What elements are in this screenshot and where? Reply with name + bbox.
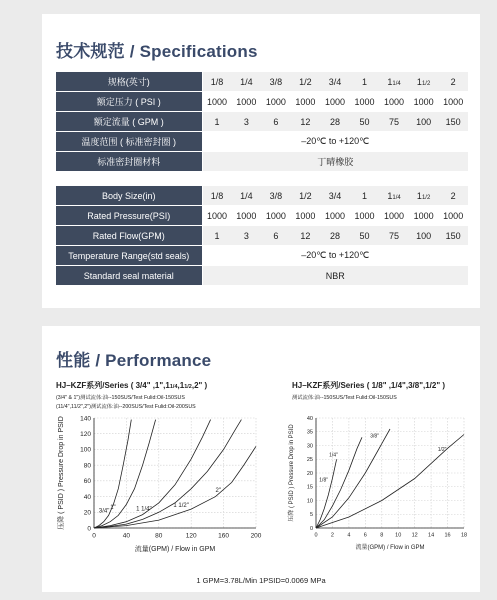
- x-tick-label: 4: [347, 532, 351, 539]
- y-tick-label: 35: [306, 429, 313, 436]
- size-cell: 1: [350, 72, 380, 92]
- table-row: [56, 152, 468, 172]
- table-row: [56, 92, 468, 112]
- x-tick-label: 16: [444, 532, 451, 539]
- pressure-cell: 1000: [291, 206, 321, 226]
- pressure-label: Rated Pressure(PSI): [56, 206, 202, 226]
- table-row: [56, 132, 468, 152]
- y-tick-label: 20: [83, 509, 91, 517]
- size-cell: 11/2: [409, 186, 439, 206]
- unit-conversion-formula: 1 GPM=3.78L/Min 1PSID=0.0069 MPa: [196, 576, 326, 585]
- pressure-cell: 1000: [350, 206, 380, 226]
- series-label: 1 1/2": [173, 502, 189, 509]
- pressure-cell: 1000: [320, 206, 350, 226]
- y-tick-label: 80: [83, 462, 91, 470]
- seal-value: NBR: [202, 266, 468, 286]
- series-label: 1 1/4": [136, 506, 152, 513]
- size-cell: 1/8: [202, 186, 232, 206]
- x-tick-label: 18: [460, 532, 468, 539]
- size-cell: 2: [438, 72, 468, 92]
- flow-cell: 3: [232, 226, 262, 246]
- series-label: 3/4": [98, 508, 110, 515]
- seal-label: Standard seal material: [56, 266, 202, 286]
- pressure-cell: 1000: [261, 92, 291, 112]
- left-chart-note-1: (3/4" & 1")测试流体:油--150SUS/Test Fulid:Oil-150SUS: [56, 395, 185, 401]
- pressure-cell: 1000: [202, 92, 232, 112]
- table-row: [56, 246, 468, 266]
- x-tick-label: 6: [363, 532, 367, 539]
- y-tick-label: 0: [309, 525, 313, 532]
- performance-title: 性能 / Performance: [56, 351, 212, 370]
- flow-cell: 75: [379, 112, 409, 132]
- right-chart-title: HJ–KZF系列/Series ( 1/8" ,1/4",3/8",1/2" ): [292, 381, 446, 390]
- size-label: Body Size(in): [56, 186, 202, 206]
- flow-cell: 150: [438, 226, 468, 246]
- seal-value: 丁晴橡胶: [202, 152, 468, 172]
- size-cell: 1/8: [202, 72, 232, 92]
- x-tick-label: 200: [250, 532, 262, 540]
- specifications-card: [42, 14, 480, 308]
- temperature-value: –20℃ to +120℃: [202, 246, 468, 266]
- x-tick-label: 0: [92, 532, 96, 540]
- x-tick-label: 120: [185, 532, 197, 540]
- temperature-label: 温度范围 ( 标准密封圈 ): [56, 132, 202, 152]
- size-label: 规格(英寸): [56, 72, 202, 92]
- pressure-cell: 1000: [409, 206, 439, 226]
- series-line: [94, 420, 211, 528]
- table-row: [56, 186, 468, 206]
- y-axis-label: 压降 ( PSID ) Pressure Drop in PSID: [58, 416, 65, 530]
- left-chart-note-2: (11/4",11/2",2")测试流体:油--200SUS/Test Fulid:Oil-200SUS: [56, 404, 196, 410]
- x-tick-label: 0: [314, 532, 318, 539]
- right-chart-note: 测试流体:油--150SUS/Test Fulid:Oil-150SUS: [292, 395, 397, 401]
- flow-cell: 150: [438, 112, 468, 132]
- y-tick-label: 140: [80, 415, 91, 423]
- series-label: 1": [110, 505, 116, 512]
- x-tick-label: 80: [155, 532, 163, 540]
- series-label: 1/8": [319, 477, 329, 484]
- y-tick-label: 40: [83, 493, 91, 501]
- series-line: [94, 420, 241, 528]
- y-tick-label: 25: [306, 457, 313, 464]
- pressure-cell: 1000: [438, 206, 468, 226]
- pressure-cell: 1000: [261, 206, 291, 226]
- size-cell: 3/8: [261, 186, 291, 206]
- flow-cell: 1: [202, 112, 232, 132]
- pressure-cell: 1000: [438, 92, 468, 112]
- y-tick-label: 60: [83, 478, 91, 486]
- size-cell: 3/4: [320, 72, 350, 92]
- size-cell: 1/4: [232, 72, 262, 92]
- size-cell: 2: [438, 186, 468, 206]
- flow-label: 额定流量 ( GPM ): [56, 112, 202, 132]
- x-axis-label: 流量(GPM) / Flow in GPM: [134, 546, 216, 553]
- pressure-cell: 1000: [320, 92, 350, 112]
- table-row: [56, 226, 468, 246]
- performance-card: [42, 326, 480, 592]
- size-cell: 1/4: [232, 186, 262, 206]
- y-tick-label: 120: [80, 430, 91, 438]
- flow-cell: 12: [291, 112, 321, 132]
- x-tick-label: 2: [330, 532, 334, 539]
- specifications-title: 技术规范 / Specifications: [56, 42, 258, 61]
- y-tick-label: 15: [306, 484, 313, 491]
- size-cell: 11/4: [379, 186, 409, 206]
- size-cell: 3/8: [261, 72, 291, 92]
- y-tick-label: 30: [306, 443, 313, 450]
- series-label: 1/2": [437, 447, 447, 453]
- pressure-label: 额定压力 ( PSI ): [56, 92, 202, 112]
- flow-cell: 12: [291, 226, 321, 246]
- table-row: [56, 112, 468, 132]
- size-cell: 3/4: [320, 186, 350, 206]
- right-performance-chart: [286, 412, 470, 562]
- flow-cell: 100: [409, 112, 439, 132]
- y-tick-label: 40: [306, 415, 313, 422]
- x-axis-label: 流量(GPM) / Flow in GPM: [355, 545, 425, 551]
- size-cell: 11/2: [409, 72, 439, 92]
- pressure-cell: 1000: [379, 92, 409, 112]
- series-label: 1/4": [329, 452, 338, 459]
- x-tick-label: 14: [428, 532, 435, 539]
- size-cell: 1/2: [291, 186, 321, 206]
- flow-cell: 6: [261, 112, 291, 132]
- flow-cell: 50: [350, 112, 380, 132]
- seal-label: 标准密封圈材料: [56, 152, 202, 172]
- flow-cell: 50: [350, 226, 380, 246]
- y-tick-label: 100: [80, 446, 91, 454]
- series-label: 2": [215, 487, 221, 494]
- flow-label: Rated Flow(GPM): [56, 226, 202, 246]
- left-chart-title: HJ–KZF系列/Series ( 3/4" ,1",11/4,11/2,2" ): [56, 381, 208, 390]
- pressure-cell: 1000: [202, 206, 232, 226]
- series-line: [316, 459, 337, 528]
- table-row: [56, 206, 468, 226]
- x-tick-label: 160: [218, 532, 230, 540]
- x-tick-label: 10: [395, 532, 402, 539]
- x-tick-label: 12: [411, 532, 418, 539]
- flow-cell: 3: [232, 112, 262, 132]
- specifications-table-chinese: [56, 72, 468, 172]
- pressure-cell: 1000: [379, 206, 409, 226]
- pressure-cell: 1000: [232, 92, 262, 112]
- y-tick-label: 20: [306, 470, 313, 477]
- temperature-value: –20℃ to +120℃: [202, 132, 468, 152]
- flow-cell: 28: [320, 112, 350, 132]
- specifications-table-english: [56, 186, 468, 286]
- x-tick-label: 8: [380, 532, 384, 539]
- x-tick-label: 40: [122, 532, 131, 540]
- pressure-cell: 1000: [291, 92, 321, 112]
- y-tick-label: 5: [309, 512, 313, 519]
- size-cell: 1/2: [291, 72, 321, 92]
- temperature-label: Temperature Range(std seals): [56, 246, 202, 266]
- flow-cell: 75: [379, 226, 409, 246]
- size-cell: 11/4: [379, 72, 409, 92]
- y-axis-label: 压降 ( PSID ) Pressure Drop in PSID: [289, 424, 295, 522]
- pressure-cell: 1000: [232, 206, 262, 226]
- table-row: [56, 266, 468, 286]
- y-tick-label: 0: [87, 525, 91, 533]
- flow-cell: 28: [320, 226, 350, 246]
- left-performance-chart: [56, 412, 266, 562]
- flow-cell: 100: [409, 226, 439, 246]
- flow-cell: 1: [202, 226, 232, 246]
- pressure-cell: 1000: [350, 92, 380, 112]
- size-cell: 1: [350, 186, 380, 206]
- series-label: 3/8": [370, 433, 380, 440]
- y-tick-label: 10: [306, 498, 313, 505]
- table-row: [56, 72, 468, 92]
- pressure-cell: 1000: [409, 92, 439, 112]
- flow-cell: 6: [261, 226, 291, 246]
